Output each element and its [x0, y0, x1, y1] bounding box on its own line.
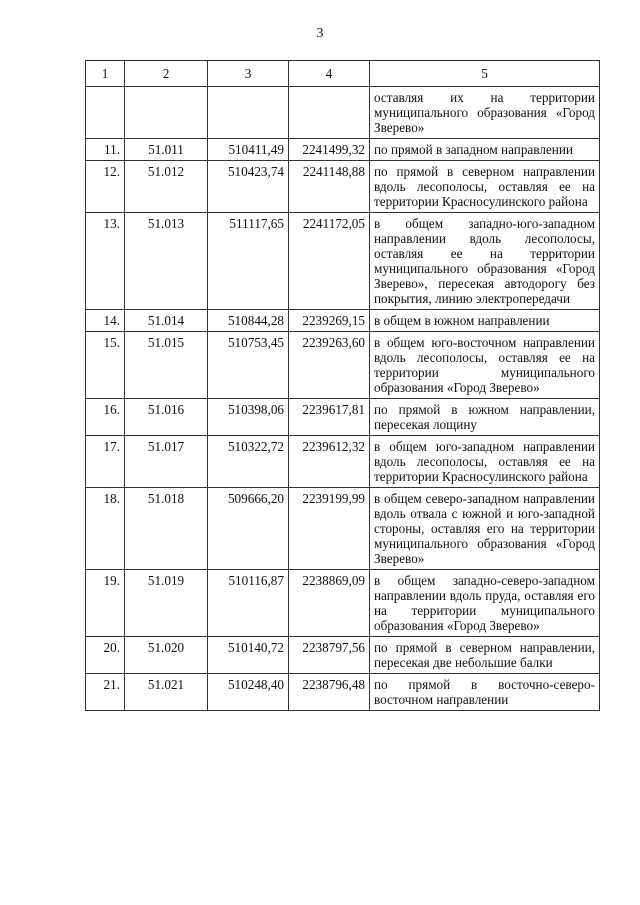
- description-cell: в общем юго-восточном направлении вдоль лесополосы, оставляя ее на территории муниципального образования «Город Зверево»: [370, 332, 600, 399]
- header-col-3: 3: [208, 61, 289, 87]
- row-number-cell: [86, 87, 125, 139]
- y-coordinate-cell: 2238796,48: [289, 674, 370, 711]
- header-col-2: 2: [125, 61, 208, 87]
- x-coordinate-cell: 510398,06: [208, 399, 289, 436]
- description-cell: по прямой в восточно-северо-восточном направлении: [370, 674, 600, 711]
- description-cell: в общем западно-юго-западном направлении вдоль лесополосы, оставляя ее на территории муниципального образования «Город Зверево», пересекая автодорогу без покрытия, линию электропередачи: [370, 213, 600, 310]
- x-coordinate-cell: 510423,74: [208, 161, 289, 213]
- description-cell: по прямой в северном направлении вдоль лесополосы, оставляя ее на территории Красносулинского района: [370, 161, 600, 213]
- description-cell: в общем юго-западном направлении вдоль лесополосы, оставляя ее на территории Красносулинского района: [370, 436, 600, 488]
- header-col-1: 1: [86, 61, 125, 87]
- table-row: [86, 310, 600, 332]
- x-coordinate-cell: 510322,72: [208, 436, 289, 488]
- description-cell: в общем в южном направлении: [370, 310, 600, 332]
- table-row: [86, 674, 600, 711]
- row-number-cell: 19.: [86, 570, 125, 637]
- point-code-cell: 51.018: [125, 488, 208, 570]
- header-col-4: 4: [289, 61, 370, 87]
- row-number-cell: 14.: [86, 310, 125, 332]
- header-col-5: 5: [370, 61, 600, 87]
- row-number-cell: 20.: [86, 637, 125, 674]
- point-code-cell: 51.016: [125, 399, 208, 436]
- point-code-cell: 51.013: [125, 213, 208, 310]
- y-coordinate-cell: 2238869,09: [289, 570, 370, 637]
- table-row: [86, 87, 600, 139]
- description-cell: по прямой в южном направлении, пересекая лощину: [370, 399, 600, 436]
- row-number-cell: 13.: [86, 213, 125, 310]
- y-coordinate-cell: 2241148,88: [289, 161, 370, 213]
- table-row: [86, 399, 600, 436]
- row-number-cell: 21.: [86, 674, 125, 711]
- table-row: [86, 213, 600, 310]
- boundary-table: [85, 60, 600, 711]
- y-coordinate-cell: 2241172,05: [289, 213, 370, 310]
- table-row: [86, 161, 600, 213]
- row-number-cell: 16.: [86, 399, 125, 436]
- table-row: [86, 637, 600, 674]
- y-coordinate-cell: 2239263,60: [289, 332, 370, 399]
- point-code-cell: 51.021: [125, 674, 208, 711]
- y-coordinate-cell: 2239612,32: [289, 436, 370, 488]
- description-cell: по прямой в западном направлении: [370, 139, 600, 161]
- x-coordinate-cell: 510116,87: [208, 570, 289, 637]
- y-coordinate-cell: 2238797,56: [289, 637, 370, 674]
- y-coordinate-cell: 2239617,81: [289, 399, 370, 436]
- description-cell: в общем западно-северо-западном направлении вдоль пруда, оставляя его на территории муниципального образования «Город Зверево»: [370, 570, 600, 637]
- x-coordinate-cell: 510753,45: [208, 332, 289, 399]
- x-coordinate-cell: 510140,72: [208, 637, 289, 674]
- row-number-cell: 17.: [86, 436, 125, 488]
- x-coordinate-cell: 510844,28: [208, 310, 289, 332]
- table-row: [86, 139, 600, 161]
- x-coordinate-cell: [208, 87, 289, 139]
- description-cell: по прямой в северном направлении, пересекая две небольшие балки: [370, 637, 600, 674]
- point-code-cell: 51.020: [125, 637, 208, 674]
- point-code-cell: 51.017: [125, 436, 208, 488]
- point-code-cell: 51.012: [125, 161, 208, 213]
- y-coordinate-cell: [289, 87, 370, 139]
- row-number-cell: 11.: [86, 139, 125, 161]
- point-code-cell: 51.011: [125, 139, 208, 161]
- row-number-cell: 12.: [86, 161, 125, 213]
- table-row: [86, 488, 600, 570]
- point-code-cell: 51.014: [125, 310, 208, 332]
- point-code-cell: 51.019: [125, 570, 208, 637]
- y-coordinate-cell: 2239199,99: [289, 488, 370, 570]
- point-code-cell: 51.015: [125, 332, 208, 399]
- point-code-cell: [125, 87, 208, 139]
- page-number: 3: [316, 26, 324, 41]
- y-coordinate-cell: 2241499,32: [289, 139, 370, 161]
- table-row: [86, 570, 600, 637]
- table-row: [86, 436, 600, 488]
- description-cell: в общем северо-западном направлении вдоль отвала с южной и юго-западной стороны, оставляя его на территории муниципального образования «Город Зверево»: [370, 488, 600, 570]
- x-coordinate-cell: 511117,65: [208, 213, 289, 310]
- table-header-row: [86, 61, 600, 87]
- description-cell: оставляя их на территории муниципального образования «Город Зверево»: [370, 87, 600, 139]
- x-coordinate-cell: 510411,49: [208, 139, 289, 161]
- row-number-cell: 18.: [86, 488, 125, 570]
- x-coordinate-cell: 510248,40: [208, 674, 289, 711]
- y-coordinate-cell: 2239269,15: [289, 310, 370, 332]
- table-row: [86, 332, 600, 399]
- x-coordinate-cell: 509666,20: [208, 488, 289, 570]
- row-number-cell: 15.: [86, 332, 125, 399]
- table-body: [86, 87, 600, 711]
